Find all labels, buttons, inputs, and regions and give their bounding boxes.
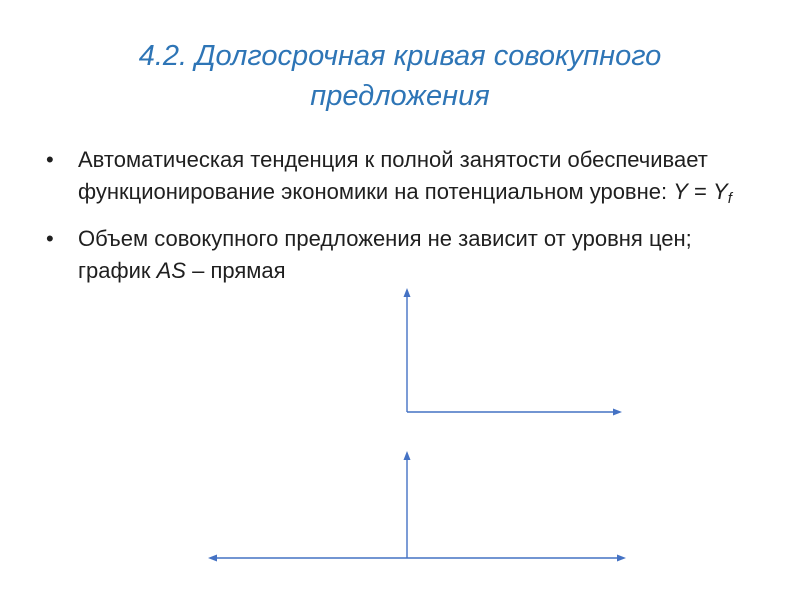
upper-x-arrowhead xyxy=(613,409,622,416)
axes-upper xyxy=(404,288,623,416)
as-symbol: AS xyxy=(156,258,186,283)
bullet-item-as-vertical xyxy=(44,223,744,287)
bullet-item-full-employment xyxy=(44,144,744,215)
title-line-2: предложения xyxy=(310,80,490,112)
formula-y: Y xyxy=(673,179,688,204)
bullet-marker: • xyxy=(46,226,54,251)
bullet-list xyxy=(44,144,744,295)
lower-x-arrowhead-left xyxy=(208,555,217,562)
bullet-2-text-after: – прямая xyxy=(185,258,286,283)
lower-x-arrowhead-right xyxy=(617,555,626,562)
lower-y-arrowhead xyxy=(404,451,411,460)
bullet-2-text-before: Объем совокупного предложения не зависит от уровня цен; график xyxy=(78,226,692,283)
axes-lower xyxy=(208,451,626,562)
bullet-1-text: Автоматическая тенденция к полной занятости обеспечивает функционирование экономики на потенциальном уровне: xyxy=(78,147,708,204)
slide-title xyxy=(60,36,740,116)
formula-subscript-f: f xyxy=(727,190,732,207)
formula-equals: = xyxy=(687,179,713,204)
formula-yf: Y xyxy=(713,179,728,204)
title-line-1: 4.2. Долгосрочная кривая совокупного xyxy=(138,40,662,72)
bullet-marker: • xyxy=(46,147,54,172)
